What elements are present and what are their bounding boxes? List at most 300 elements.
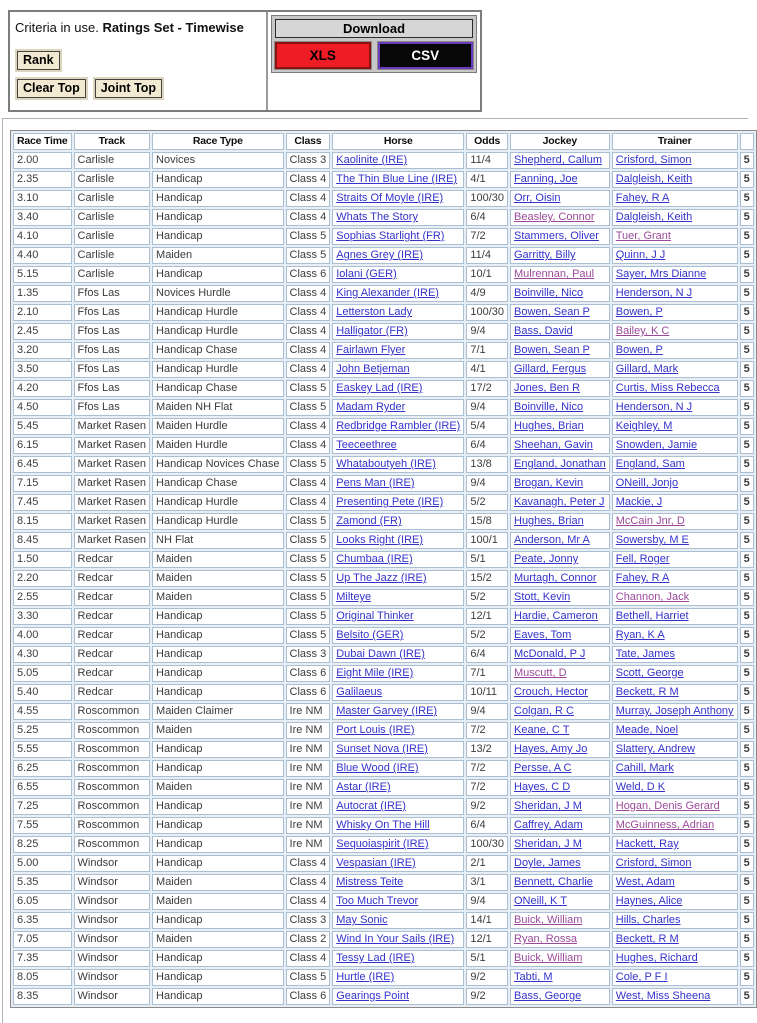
clipped-cell	[740, 380, 754, 397]
horse-link[interactable]: Redbridge Rambler (IRE)	[336, 420, 461, 432]
trainer-link[interactable]: Fahey, R A	[615, 192, 670, 204]
clipped-cell-text: 5	[743, 705, 750, 717]
trainer-link[interactable]: Haynes, Alice	[615, 895, 683, 907]
trainer-link[interactable]: Bailey, K C	[615, 325, 670, 337]
horse-link[interactable]: Gearings Point	[336, 990, 409, 1002]
horse-link[interactable]: Teeceethree	[336, 439, 397, 451]
jockey-link[interactable]: Stott, Kevin	[514, 591, 571, 603]
trainer-link[interactable]: Scott, George	[615, 667, 684, 679]
race-type-cell: Maiden	[152, 589, 284, 606]
horse-cell	[332, 627, 464, 644]
trainer-link[interactable]: Gillard, Mark	[615, 363, 679, 375]
odds-cell: 6/4	[466, 646, 508, 663]
clipped-cell-text: 5	[743, 287, 750, 299]
trainer-link[interactable]: Snowden, Jamie	[615, 439, 698, 451]
trainer-link[interactable]: Bowen, P	[615, 344, 663, 356]
odds-cell: 10/11	[466, 684, 508, 701]
race-type-cell: Maiden	[152, 893, 284, 910]
class-cell: Class 4	[286, 342, 331, 359]
jockey-cell	[510, 779, 610, 796]
race-time-cell: 7.15	[13, 475, 72, 492]
clipped-cell	[740, 779, 754, 796]
jockey-cell	[510, 912, 610, 929]
clipped-cell	[740, 532, 754, 549]
odds-cell: 4/1	[466, 361, 508, 378]
trainer-link[interactable]: Ryan, K A	[615, 629, 665, 641]
trainer-link[interactable]: Hills, Charles	[615, 914, 681, 926]
horse-link[interactable]: Whataboutyeh (IRE)	[336, 458, 436, 470]
horse-link[interactable]: The Thin Blue Line (IRE)	[336, 173, 458, 185]
horse-link[interactable]: Tessy Lad (IRE)	[336, 952, 415, 964]
race-type-cell: Handicap	[152, 171, 284, 188]
jockey-link[interactable]: ONeill, K T	[514, 895, 567, 907]
odds-cell: 15/8	[466, 513, 508, 530]
jockey-link[interactable]: Hughes, Brian	[514, 420, 584, 432]
trainer-cell	[612, 817, 738, 834]
track-cell: Ffos Las	[74, 399, 150, 416]
race-type-cell: Handicap	[152, 950, 284, 967]
race-type-cell: Handicap Chase	[152, 342, 284, 359]
trainer-link[interactable]: West, Adam	[615, 876, 675, 888]
trainer-link[interactable]: McCain Jnr, D	[615, 515, 685, 527]
odds-cell: 5/2	[466, 627, 508, 644]
track-cell: Redcar	[74, 570, 150, 587]
jockey-cell	[510, 380, 610, 397]
jockey-link[interactable]: Boinville, Nico	[514, 401, 584, 413]
class-cell: Ire NM	[286, 722, 331, 739]
trainer-cell	[612, 931, 738, 948]
trainer-link[interactable]: Hackett, Ray	[615, 838, 679, 850]
odds-cell: 100/1	[466, 532, 508, 549]
horse-cell	[332, 988, 464, 1005]
trainer-link[interactable]: England, Sam	[615, 458, 685, 470]
jockey-link[interactable]: Bowen, Sean P	[514, 306, 590, 318]
jockey-cell	[510, 456, 610, 473]
jockey-link[interactable]: Bowen, Sean P	[514, 344, 590, 356]
class-cell: Class 5	[286, 513, 331, 530]
jockey-link[interactable]: Mulrennan, Paul	[514, 268, 595, 280]
trainer-cell	[612, 684, 738, 701]
trainer-cell	[612, 912, 738, 929]
trainer-link[interactable]: Fell, Roger	[615, 553, 670, 565]
odds-cell: 5/1	[466, 551, 508, 568]
clipped-cell-text: 5	[743, 591, 750, 603]
jockey-link[interactable]: England, Jonathan	[514, 458, 606, 470]
horse-link[interactable]: Astar (IRE)	[336, 781, 391, 793]
jockey-link[interactable]: Tabti, M	[514, 971, 553, 983]
odds-cell: 7/1	[466, 342, 508, 359]
race-time-cell: 2.45	[13, 323, 72, 340]
table-row	[13, 893, 754, 910]
trainer-link[interactable]: Slattery, Andrew	[615, 743, 696, 755]
trainer-link[interactable]: Henderson, N J	[615, 401, 693, 413]
jockey-cell	[510, 931, 610, 948]
horse-link[interactable]: Sunset Nova (IRE)	[336, 743, 428, 755]
jockey-link[interactable]: Gillard, Fergus	[514, 363, 587, 375]
horse-link[interactable]: Madam Ryder	[336, 401, 406, 413]
horse-link[interactable]: Blue Wood (IRE)	[336, 762, 419, 774]
trainer-cell	[612, 228, 738, 245]
trainer-link[interactable]: ONeill, Jonjo	[615, 477, 679, 489]
jockey-link[interactable]: Hughes, Brian	[514, 515, 584, 527]
odds-cell: 2/1	[466, 855, 508, 872]
horse-link[interactable]: Easkey Lad (IRE)	[336, 382, 423, 394]
track-cell: Redcar	[74, 608, 150, 625]
horse-cell	[332, 760, 464, 777]
race-type-cell: Handicap Hurdle	[152, 323, 284, 340]
jockey-cell	[510, 513, 610, 530]
column-header-track: Track	[74, 133, 150, 150]
trainer-link[interactable]: Bethell, Harriet	[615, 610, 689, 622]
horse-link[interactable]: Straits Of Moyle (IRE)	[336, 192, 444, 204]
horse-link[interactable]: Whats The Story	[336, 211, 418, 223]
table-row	[13, 665, 754, 682]
trainer-link[interactable]: Quinn, J J	[615, 249, 666, 261]
clipped-cell-text: 5	[743, 952, 750, 964]
jockey-cell	[510, 532, 610, 549]
clipped-cell	[740, 608, 754, 625]
table-row	[13, 399, 754, 416]
track-cell: Carlisle	[74, 228, 150, 245]
jockey-link[interactable]: Orr, Oisin	[514, 192, 561, 204]
clipped-cell-text: 5	[743, 306, 750, 318]
clipped-cell-text: 5	[743, 363, 750, 375]
race-time-cell: 5.40	[13, 684, 72, 701]
horse-link[interactable]: Belsito (GER)	[336, 629, 404, 641]
horse-link[interactable]: John Betjeman	[336, 363, 410, 375]
table-row	[13, 684, 754, 701]
horse-link[interactable]: Too Much Trevor	[336, 895, 419, 907]
trainer-link[interactable]: Sayer, Mrs Dianne	[615, 268, 707, 280]
jockey-link[interactable]: Hayes, Amy Jo	[514, 743, 588, 755]
horse-link[interactable]: Eight Mile (IRE)	[336, 667, 414, 679]
jockey-link[interactable]: Colgan, R C	[514, 705, 574, 717]
jockey-link[interactable]: Garritty, Billy	[514, 249, 576, 261]
jockey-cell	[510, 760, 610, 777]
class-cell: Ire NM	[286, 798, 331, 815]
trainer-link[interactable]: West, Miss Sheena	[615, 990, 711, 1002]
class-cell: Class 4	[286, 855, 331, 872]
race-type-cell: Handicap	[152, 760, 284, 777]
jockey-link[interactable]: McDonald, P J	[514, 648, 586, 660]
horse-cell	[332, 209, 464, 226]
track-cell: Carlisle	[74, 190, 150, 207]
horse-link[interactable]: Zamond (FR)	[336, 515, 402, 527]
trainer-link[interactable]: Weld, D K	[615, 781, 666, 793]
horse-cell	[332, 285, 464, 302]
jockey-cell	[510, 741, 610, 758]
table-row	[13, 532, 754, 549]
horse-link[interactable]: Galilaeus	[336, 686, 383, 698]
trainer-link[interactable]: Murray, Joseph Anthony	[615, 705, 734, 717]
trainer-link[interactable]: Beckett, R M	[615, 686, 679, 698]
horse-link[interactable]: Kaolinite (IRE)	[336, 154, 408, 166]
race-type-cell: Handicap	[152, 608, 284, 625]
horse-link[interactable]: Looks Right (IRE)	[336, 534, 424, 546]
odds-cell: 10/1	[466, 266, 508, 283]
horse-link[interactable]: Halligator (FR)	[336, 325, 408, 337]
jockey-cell	[510, 551, 610, 568]
clipped-cell	[740, 741, 754, 758]
table-row	[13, 798, 754, 815]
jockey-link[interactable]: Persse, A C	[514, 762, 572, 774]
clipped-cell-text: 5	[743, 477, 750, 489]
horse-link[interactable]: Chumbaa (IRE)	[336, 553, 413, 565]
clipped-cell-text: 5	[743, 192, 750, 204]
trainer-cell	[612, 589, 738, 606]
jockey-link[interactable]: Caffrey, Adam	[514, 819, 583, 831]
trainer-link[interactable]: Hughes, Richard	[615, 952, 698, 964]
track-cell: Roscommon	[74, 722, 150, 739]
trainer-cell	[612, 969, 738, 986]
class-cell: Class 4	[286, 437, 331, 454]
trainer-link[interactable]: Tuer, Grant	[615, 230, 671, 242]
horse-link[interactable]: Fairlawn Flyer	[336, 344, 406, 356]
jockey-link[interactable]: Hardie, Cameron	[514, 610, 598, 622]
trainer-link[interactable]: Cole, P F I	[615, 971, 668, 983]
horse-link[interactable]: Iolani (GER)	[336, 268, 397, 280]
jockey-link[interactable]: Muscutt, D	[514, 667, 567, 679]
jockey-link[interactable]: Ryan, Rossa	[514, 933, 577, 945]
race-type-cell: Handicap Novices Chase	[152, 456, 284, 473]
race-time-cell: 2.00	[13, 152, 72, 169]
horse-link[interactable]: Original Thinker	[336, 610, 414, 622]
odds-cell: 9/4	[466, 703, 508, 720]
trainer-cell	[612, 988, 738, 1005]
table-row	[13, 304, 754, 321]
horse-link[interactable]: Autocrat (IRE)	[336, 800, 406, 812]
table-row	[13, 874, 754, 891]
jockey-link[interactable]: Buick, William	[514, 952, 583, 964]
odds-cell: 13/2	[466, 741, 508, 758]
track-cell: Roscommon	[74, 779, 150, 796]
jockey-link[interactable]: Shepherd, Callum	[514, 154, 603, 166]
track-cell: Windsor	[74, 912, 150, 929]
clipped-cell-text: 5	[743, 876, 750, 888]
jockey-cell	[510, 722, 610, 739]
horse-link[interactable]: Sequoiaspirit (IRE)	[336, 838, 429, 850]
jockey-link[interactable]: Buick, William	[514, 914, 583, 926]
jockey-link[interactable]: Bennett, Charlie	[514, 876, 593, 888]
horse-link[interactable]: Mistress Teite	[336, 876, 404, 888]
odds-cell: 11/4	[466, 247, 508, 264]
jockey-link[interactable]: Sheridan, J M	[514, 800, 582, 812]
track-cell: Redcar	[74, 551, 150, 568]
race-type-cell: Handicap Hurdle	[152, 513, 284, 530]
trainer-link[interactable]: Crisford, Simon	[615, 154, 692, 166]
horse-link[interactable]: Agnes Grey (IRE)	[336, 249, 424, 261]
trainer-link[interactable]: Crisford, Simon	[615, 857, 692, 869]
trainer-cell	[612, 266, 738, 283]
jockey-link[interactable]: Bass, David	[514, 325, 573, 337]
jockey-link[interactable]: Doyle, James	[514, 857, 581, 869]
class-cell: Class 5	[286, 627, 331, 644]
clipped-cell-text: 5	[743, 401, 750, 413]
race-type-cell: Handicap Chase	[152, 380, 284, 397]
clipped-cell	[740, 817, 754, 834]
class-cell: Class 4	[286, 304, 331, 321]
jockey-cell	[510, 836, 610, 853]
trainer-link[interactable]: Dalgleish, Keith	[615, 211, 693, 223]
clear-top-button[interactable]: Clear Top	[17, 79, 86, 98]
trainer-cell	[612, 893, 738, 910]
trainer-cell	[612, 513, 738, 530]
race-time-cell: 8.35	[13, 988, 72, 1005]
table-row	[13, 361, 754, 378]
download-csv-button[interactable]: CSV	[378, 42, 474, 69]
clipped-cell	[740, 304, 754, 321]
jockey-link[interactable]: Kavanagh, Peter J	[514, 496, 605, 508]
track-cell: Windsor	[74, 969, 150, 986]
jockey-link[interactable]: Sheehan, Gavin	[514, 439, 593, 451]
trainer-cell	[612, 399, 738, 416]
track-cell: Market Rasen	[74, 513, 150, 530]
clipped-cell-text: 5	[743, 572, 750, 584]
trainer-cell	[612, 665, 738, 682]
jockey-link[interactable]: Keane, C T	[514, 724, 570, 736]
horse-link[interactable]: Presenting Pete (IRE)	[336, 496, 444, 508]
horse-link[interactable]: Master Garvey (IRE)	[336, 705, 438, 717]
odds-cell: 5/4	[466, 418, 508, 435]
trainer-link[interactable]: Dalgleish, Keith	[615, 173, 693, 185]
trainer-link[interactable]: Henderson, N J	[615, 287, 693, 299]
horse-link[interactable]: Port Louis (IRE)	[336, 724, 415, 736]
clipped-cell-text: 5	[743, 629, 750, 641]
trainer-link[interactable]: Hogan, Denis Gerard	[615, 800, 720, 812]
jockey-link[interactable]: Hayes, C D	[514, 781, 571, 793]
jockey-cell	[510, 323, 610, 340]
race-type-cell: Maiden Hurdle	[152, 418, 284, 435]
race-type-cell: Handicap	[152, 627, 284, 644]
odds-cell: 9/4	[466, 323, 508, 340]
jockey-link[interactable]: Jones, Ben R	[514, 382, 581, 394]
trainer-link[interactable]: McGuinness, Adrian	[615, 819, 715, 831]
race-type-cell: Maiden	[152, 931, 284, 948]
table-row	[13, 589, 754, 606]
horse-link[interactable]: Pens Man (IRE)	[336, 477, 415, 489]
race-type-cell: Novices	[152, 152, 284, 169]
race-time-cell: 1.50	[13, 551, 72, 568]
jockey-cell	[510, 589, 610, 606]
trainer-link[interactable]: Channon, Jack	[615, 591, 690, 603]
jockey-link[interactable]: Fanning, Joe	[514, 173, 578, 185]
jockey-link[interactable]: Bass, George	[514, 990, 582, 1002]
horse-cell	[332, 190, 464, 207]
horse-link[interactable]: Milteye	[336, 591, 372, 603]
trainer-link[interactable]: Curtis, Miss Rebecca	[615, 382, 720, 394]
track-cell: Market Rasen	[74, 532, 150, 549]
clipped-cell-text: 5	[743, 990, 750, 1002]
trainer-link[interactable]: Fahey, R A	[615, 572, 670, 584]
trainer-link[interactable]: Keighley, M	[615, 420, 673, 432]
horse-link[interactable]: Hurtle (IRE)	[336, 971, 395, 983]
rank-button[interactable]: Rank	[17, 51, 60, 70]
column-header-trainer: Trainer	[612, 133, 738, 150]
horse-link[interactable]: Vespasian (IRE)	[336, 857, 416, 869]
jockey-link[interactable]: Sheridan, J M	[514, 838, 582, 850]
table-row	[13, 760, 754, 777]
horse-link[interactable]: Whisky On The Hill	[336, 819, 430, 831]
jockey-link[interactable]: Boinville, Nico	[514, 287, 584, 299]
race-time-cell: 6.05	[13, 893, 72, 910]
horse-link[interactable]: Wind In Your Sails (IRE)	[336, 933, 455, 945]
jockey-cell	[510, 418, 610, 435]
horse-link[interactable]: King Alexander (IRE)	[336, 287, 439, 299]
clipped-cell-text: 5	[743, 382, 750, 394]
race-type-cell: Maiden NH Flat	[152, 399, 284, 416]
top-panel	[8, 10, 482, 112]
track-cell: Windsor	[74, 855, 150, 872]
jockey-link[interactable]: Stammers, Oliver	[514, 230, 599, 242]
race-type-cell: Maiden	[152, 874, 284, 891]
trainer-link[interactable]: Mackie, J	[615, 496, 663, 508]
horse-cell	[332, 912, 464, 929]
jockey-cell	[510, 304, 610, 321]
horse-link[interactable]: Up The Jazz (IRE)	[336, 572, 427, 584]
horse-cell	[332, 342, 464, 359]
horse-link[interactable]: Letterston Lady	[336, 306, 413, 318]
table-row	[13, 931, 754, 948]
jockey-link[interactable]: Anderson, Mr A	[514, 534, 590, 546]
clipped-cell-text: 5	[743, 648, 750, 660]
clipped-cell-text: 5	[743, 857, 750, 869]
horse-link[interactable]: Sophias Starlight (FR)	[336, 230, 445, 242]
download-xls-button[interactable]: XLS	[275, 42, 371, 69]
clipped-cell-text: 5	[743, 249, 750, 261]
clipped-cell	[740, 399, 754, 416]
horse-link[interactable]: Dubai Dawn (IRE)	[336, 648, 425, 660]
race-time-cell: 5.25	[13, 722, 72, 739]
race-type-cell: Novices Hurdle	[152, 285, 284, 302]
class-cell: Ire NM	[286, 741, 331, 758]
clipped-cell	[740, 190, 754, 207]
jockey-link[interactable]: Crouch, Hector	[514, 686, 588, 698]
track-cell: Ffos Las	[74, 285, 150, 302]
jockey-link[interactable]: Murtagh, Connor	[514, 572, 597, 584]
trainer-link[interactable]: Meade, Noel	[615, 724, 679, 736]
horse-link[interactable]: May Sonic	[336, 914, 388, 926]
trainer-link[interactable]: Sowersby, M E	[615, 534, 689, 546]
race-type-cell: NH Flat	[152, 532, 284, 549]
clipped-cell-text: 5	[743, 686, 750, 698]
table-row	[13, 855, 754, 872]
clipped-cell-text: 5	[743, 610, 750, 622]
jockey-link[interactable]: Brogan, Kevin	[514, 477, 584, 489]
class-cell: Class 5	[286, 969, 331, 986]
trainer-cell	[612, 304, 738, 321]
trainer-link[interactable]: Cahill, Mark	[615, 762, 674, 774]
jockey-link[interactable]: Beasley, Connor	[514, 211, 595, 223]
track-cell: Ffos Las	[74, 323, 150, 340]
jockey-cell	[510, 893, 610, 910]
trainer-cell	[612, 950, 738, 967]
jockey-link[interactable]: Eaves, Tom	[514, 629, 572, 641]
track-cell: Market Rasen	[74, 437, 150, 454]
table-row	[13, 817, 754, 834]
table-row	[13, 266, 754, 283]
trainer-link[interactable]: Bowen, P	[615, 306, 663, 318]
joint-top-button[interactable]: Joint Top	[95, 79, 162, 98]
odds-cell: 14/1	[466, 912, 508, 929]
table-row	[13, 247, 754, 264]
trainer-link[interactable]: Tate, James	[615, 648, 676, 660]
jockey-link[interactable]: Peate, Jonny	[514, 553, 579, 565]
race-time-cell: 7.05	[13, 931, 72, 948]
trainer-link[interactable]: Beckett, R M	[615, 933, 679, 945]
trainer-cell	[612, 171, 738, 188]
race-type-cell: Handicap Hurdle	[152, 361, 284, 378]
odds-cell: 12/1	[466, 608, 508, 625]
